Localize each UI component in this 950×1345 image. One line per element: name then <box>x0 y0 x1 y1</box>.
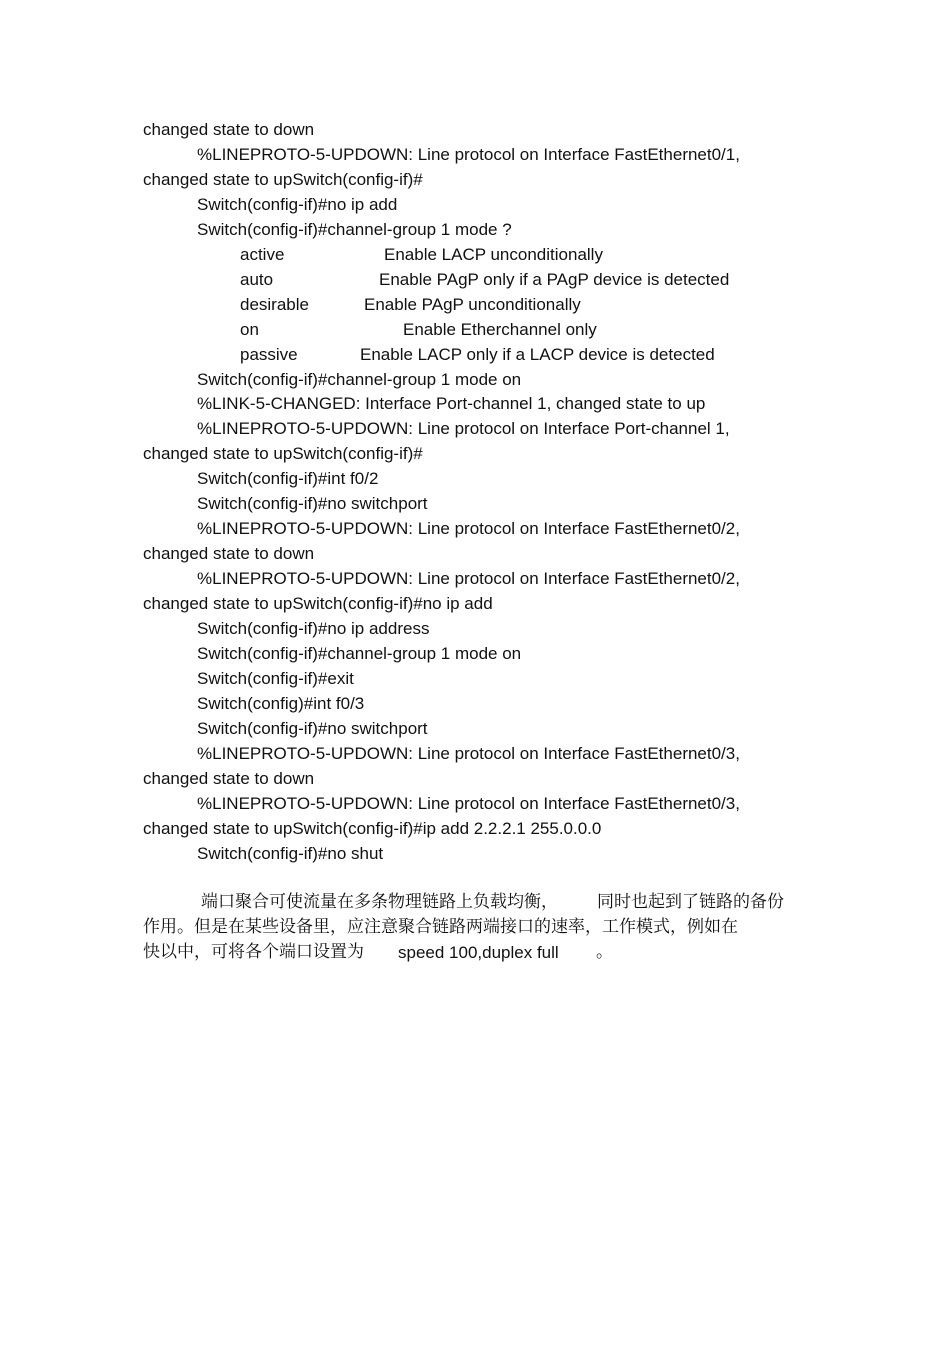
option-desc: Enable LACP only if a LACP device is detected <box>360 345 715 364</box>
option-desc: Enable Etherchannel only <box>403 320 597 339</box>
command-line: Switch(config-if)#no ip address <box>197 619 430 638</box>
command-line: Switch(config)#int f0/3 <box>197 694 365 713</box>
option-desc: Enable LACP unconditionally <box>384 245 603 264</box>
log-line: changed state to upSwitch(config-if)#no ip add <box>143 594 493 613</box>
command-line: Switch(config-if)#no switchport <box>197 719 428 738</box>
log-line: changed state to upSwitch(config-if)# <box>143 444 423 463</box>
log-line: %LINEPROTO-5-UPDOWN: Line protocol on Interface FastEthernet0/3, <box>197 794 740 813</box>
log-line: changed state to upSwitch(config-if)# <box>143 170 423 189</box>
command-line: Switch(config-if)#no ip add <box>197 195 398 214</box>
command-line: Switch(config-if)#no switchport <box>197 494 428 513</box>
option-desc: Enable PAgP only if a PAgP device is detected <box>379 270 730 289</box>
command-line: Switch(config-if)#channel-group 1 mode on <box>197 644 522 663</box>
option-name: on <box>240 320 259 339</box>
command-line: Switch(config-if)#channel-group 1 mode ? <box>197 220 512 239</box>
log-line: %LINEPROTO-5-UPDOWN: Line protocol on Interface FastEthernet0/2, <box>197 569 740 588</box>
note-text: 。 <box>596 942 613 962</box>
option-name: auto <box>240 270 274 289</box>
option-name: desirable <box>240 295 309 314</box>
note-text: 快以中，可将各个端口设置为 <box>143 942 364 962</box>
note-text: 作用。但是在某些设备里，应注意聚合链路两端接口的速率，工作模式，例如在 <box>143 917 738 937</box>
log-line: %LINK-5-CHANGED: Interface Port-channel 1, changed state to up <box>197 394 706 413</box>
log-line: %LINEPROTO-5-UPDOWN: Line protocol on Interface FastEthernet0/2, <box>197 519 740 538</box>
log-line: changed state to down <box>143 544 315 563</box>
note-text: 同时也起到了链路的备份 <box>597 892 784 912</box>
log-line: %LINEPROTO-5-UPDOWN: Line protocol on Interface Port-channel 1, <box>197 419 730 438</box>
command-line: Switch(config-if)#no shut <box>197 844 384 863</box>
log-line: %LINEPROTO-5-UPDOWN: Line protocol on Interface FastEthernet0/3, <box>197 744 740 763</box>
note-text-latin: speed 100,duplex full <box>398 943 559 962</box>
option-name: active <box>240 245 285 264</box>
command-line: Switch(config-if)#int f0/2 <box>197 469 379 488</box>
option-desc: Enable PAgP unconditionally <box>364 295 581 314</box>
command-line: Switch(config-if)#exit <box>197 669 354 688</box>
log-line: changed state to down <box>143 769 315 788</box>
option-name: passive <box>240 345 298 364</box>
command-line: Switch(config-if)#channel-group 1 mode on <box>197 370 522 389</box>
log-line: changed state to upSwitch(config-if)#ip add 2.2.2.1 255.0.0.0 <box>143 819 602 838</box>
log-line: changed state to down <box>143 120 315 139</box>
note-text: 端口聚合可使流量在多条物理链路上负载均衡， <box>201 892 558 912</box>
log-line: %LINEPROTO-5-UPDOWN: Line protocol on Interface FastEthernet0/1, <box>197 145 740 164</box>
